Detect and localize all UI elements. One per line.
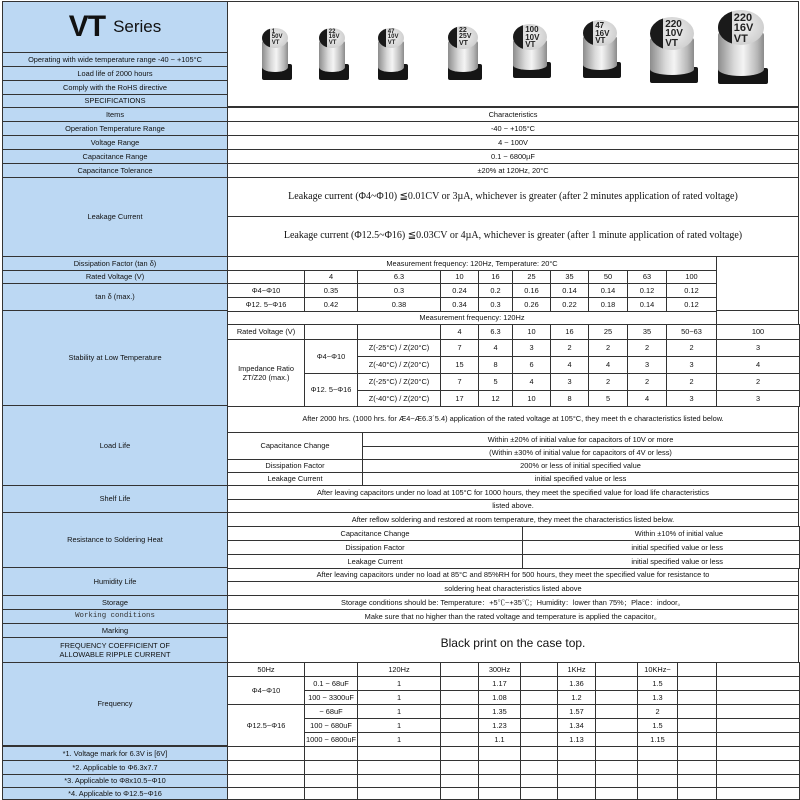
ripple-label: FREQUENCY COEFFICIENT OF ALLOWABLE RIPPLE CURRENT	[2, 637, 228, 663]
df-voltage-header: 16	[478, 270, 513, 284]
freq-blank	[440, 732, 479, 747]
df-value: 0.42	[304, 297, 358, 312]
st-value: 3	[550, 373, 589, 391]
st-value: 3	[666, 390, 717, 407]
st-value: 2	[627, 373, 667, 391]
capacitor-marking-series: VT	[328, 39, 337, 46]
capacitor-image	[718, 10, 770, 88]
freq-header-blank	[304, 662, 358, 677]
freq-coefficient: 1.34	[557, 718, 596, 733]
df-value: 0.12	[627, 283, 667, 298]
footnote: *4. Applicable to Φ12.5~Φ16	[2, 787, 228, 800]
stability-empty	[716, 310, 799, 325]
df-voltage-header: 63	[627, 270, 667, 284]
freq-size-label: Φ12.5~Φ16	[227, 704, 305, 747]
tolerance-label: Capacitance Tolerance	[2, 163, 228, 178]
footnote-blank	[357, 774, 441, 788]
footnote-blank	[557, 760, 596, 775]
df-size-label: Φ12. 5~Φ16	[227, 297, 305, 312]
footnote-blank	[520, 760, 558, 775]
capacitor-marking-cap: 1	[271, 28, 276, 35]
capacitor-marking-series: VT	[387, 39, 396, 46]
freq-coefficient: 1	[357, 704, 441, 719]
st-size-label: Φ12. 5~Φ16	[304, 373, 358, 407]
df-value: 0.38	[357, 297, 441, 312]
freq-blank	[716, 662, 800, 677]
freq-coefficient: 1.17	[478, 676, 521, 691]
df-voltage-header: 50	[588, 270, 628, 284]
footnote-blank	[304, 774, 358, 788]
st-value: 4	[512, 373, 551, 391]
st-value: 12	[478, 390, 513, 407]
frequency-label: Frequency	[2, 662, 228, 746]
capacitor-marking-cap: 47	[595, 21, 605, 31]
freq-header: 1KHz	[557, 662, 596, 677]
st-value: 10	[512, 390, 551, 407]
capacitor-marking-volt: 25V	[459, 33, 472, 41]
humidity-line-2: soldering heat characteristics listed above	[227, 581, 799, 596]
soldering-intro: After reflow soldering and restored at room temperature, they meet the characteristics listed below.	[227, 512, 799, 527]
df-value: 0.24	[440, 283, 479, 298]
capacitor-marking-volt: 16V	[595, 28, 610, 38]
st-condition: Z(-25°C) / Z(20°C)	[357, 373, 441, 391]
freq-header: 10KHz~	[637, 662, 678, 677]
storage-label: Storage	[2, 595, 228, 610]
st-value: 2	[588, 339, 628, 357]
storage-value: Storage conditions should be: Temperature：+5℃~+35℃；Humidity：lower than 75%；Place：indoor。	[227, 595, 799, 610]
capacitor-image	[513, 24, 553, 82]
footnote-blank	[677, 774, 717, 788]
leakage-line-1: Leakage current (Φ4~Φ10) ≦0.01CV or 3µA, whichever is greater (after 2 minutes application of rated voltage)	[227, 177, 799, 217]
capacitor-marking-volt: 50V	[271, 34, 283, 41]
dissipation-label: Dissipation Factor (tan δ)	[2, 256, 228, 271]
series-subtitle: Series	[113, 17, 162, 37]
freq-blank	[677, 662, 717, 677]
capacitor-marking-cap: 47	[387, 28, 395, 35]
voltage-range-value: 4 ~ 100V	[227, 135, 799, 150]
footnote-blank	[478, 760, 521, 775]
characteristics-header: Characteristics	[227, 107, 799, 122]
footnote-blank	[478, 746, 521, 761]
df-voltage-header: 10	[440, 270, 479, 284]
footnote: *1. Voltage mark for 6.3V is [6V]	[2, 746, 228, 761]
freq-coefficient: 1.36	[557, 676, 596, 691]
st-value: 2	[550, 339, 589, 357]
freq-coefficient: 1	[357, 718, 441, 733]
ll-cap-change-label: Capacitance Change	[227, 432, 363, 460]
capacitor-image	[448, 26, 484, 84]
freq-cap-range: 100 ~ 680uF	[304, 718, 358, 733]
st-header-blank	[357, 324, 441, 340]
sol-value: initial specified value or less	[522, 554, 800, 569]
freq-coefficient: 1	[357, 676, 441, 691]
st-value: 3	[512, 339, 551, 357]
freq-blank	[440, 676, 479, 691]
df-value: 0.16	[512, 283, 551, 298]
freq-blank	[440, 690, 479, 705]
freq-header: 50Hz	[227, 662, 305, 677]
freq-size-label: Φ4~Φ10	[227, 676, 305, 705]
st-voltage-header: 10	[512, 324, 551, 340]
st-value: 3	[716, 390, 800, 407]
df-voltage-header: 35	[550, 270, 589, 284]
capacitor-marking-volt: 10V	[665, 28, 683, 40]
shelf-life-line-2: listed above.	[227, 499, 799, 513]
footnote-blank	[595, 774, 638, 788]
load-life-intro: After 2000 hrs. (1000 hrs. for Æ4~Æ6.3´5.4) application of the rated voltage at 105°C, they meet th e characteristics listed below.	[227, 405, 799, 433]
footnote-blank	[716, 774, 800, 788]
freq-header: 300Hz	[478, 662, 521, 677]
freq-coefficient: 1.13	[557, 732, 596, 747]
capacitor-marking-series: VT	[595, 36, 606, 46]
shelf-life-label: Shelf Life	[2, 485, 228, 513]
freq-coefficient: 1.5	[637, 718, 678, 733]
op-temp-value: -40 ~ +105°C	[227, 121, 799, 136]
footnote-blank	[304, 760, 358, 775]
freq-blank	[716, 690, 800, 705]
df-rated-voltage-label: Rated Voltage (V)	[2, 270, 228, 284]
st-condition: Z(-40°C) / Z(20°C)	[357, 390, 441, 407]
freq-coefficient: 1.2	[557, 690, 596, 705]
capacitor-marking-cap: 22	[459, 26, 467, 34]
footnote-blank	[677, 787, 717, 800]
working-conditions-label: Working conditions	[2, 609, 228, 624]
sol-item: Dissipation Factor	[227, 540, 523, 555]
footnote-blank	[304, 746, 358, 761]
footnote-blank	[227, 774, 305, 788]
st-value: 8	[550, 390, 589, 407]
freq-blank	[520, 662, 558, 677]
footnote-blank	[595, 787, 638, 800]
freq-blank	[520, 732, 558, 747]
footnote-blank	[520, 787, 558, 800]
sol-item: Leakage Current	[227, 554, 523, 569]
marking-label: Marking	[2, 623, 228, 638]
items-label: Items	[2, 107, 228, 122]
df-value: 0.3	[357, 283, 441, 298]
feature-rohs: Comply with the RoHS directive	[2, 80, 228, 95]
ll-lc-label: Leakage Current	[227, 472, 363, 486]
freq-coefficient: 1	[357, 690, 441, 705]
df-size-label: Φ4~Φ10	[227, 283, 305, 298]
op-temp-label: Operation Temperature Range	[2, 121, 228, 136]
df-voltage-header-blank	[227, 270, 305, 284]
df-value: 0.12	[666, 283, 717, 298]
freq-cap-range: 1000 ~ 6800uF	[304, 732, 358, 747]
freq-blank	[520, 718, 558, 733]
st-value: 3	[627, 356, 667, 374]
freq-blank	[677, 676, 717, 691]
st-value: 5	[478, 373, 513, 391]
freq-blank	[595, 718, 638, 733]
capacitor-marking-cap: 100	[525, 25, 539, 35]
st-voltage-header: 16	[550, 324, 589, 340]
shelf-life-line-1: After leaving capacitors under no load at 105°C for 1000 hours, they meet the specified value for load life characteristics	[227, 485, 799, 500]
footnote-blank	[677, 746, 717, 761]
footnote-blank	[440, 746, 479, 761]
df-voltage-header: 6.3	[357, 270, 441, 284]
footnote-blank	[637, 787, 678, 800]
st-value: 2	[716, 373, 800, 391]
freq-blank	[677, 718, 717, 733]
freq-blank	[440, 662, 479, 677]
footnote-blank	[227, 787, 305, 800]
freq-blank	[440, 704, 479, 719]
df-value: 0.2	[478, 283, 513, 298]
freq-blank	[716, 704, 800, 719]
humidity-line-1: After leaving capacitors under no load at 85°C and 85%RH for 500 hours, they meet the specified value for resistance to	[227, 567, 799, 582]
freq-blank	[520, 690, 558, 705]
freq-blank	[716, 718, 800, 733]
capacitor-image	[262, 28, 294, 84]
capacitor-marking-series: VT	[665, 37, 678, 49]
st-value: 17	[440, 390, 479, 407]
st-value: 2	[666, 339, 717, 357]
footnote-blank	[716, 760, 800, 775]
feature-temp: Operating with wide temperature range -40 ~ +105°C	[2, 52, 228, 67]
st-value: 7	[440, 373, 479, 391]
freq-blank	[595, 676, 638, 691]
capacitor-image	[583, 20, 623, 82]
footnote-blank	[357, 787, 441, 800]
freq-blank	[716, 676, 800, 691]
ll-df-label: Dissipation Factor	[227, 459, 363, 473]
df-voltage-header: 25	[512, 270, 551, 284]
st-value: 3	[666, 356, 717, 374]
tolerance-value: ±20% at 120Hz, 20°C	[227, 163, 799, 178]
ll-df-value: 200% or less of initial specified value	[362, 459, 799, 473]
footnote-blank	[677, 760, 717, 775]
df-value: 0.12	[666, 297, 717, 312]
footnote-blank	[227, 760, 305, 775]
st-condition: Z(-40°C) / Z(20°C)	[357, 356, 441, 374]
st-value: 3	[716, 339, 800, 357]
df-value: 0.14	[550, 283, 589, 298]
sol-value: Within ±10% of initial value	[522, 526, 800, 541]
footnote-blank	[440, 787, 479, 800]
capacitor-marking-series: VT	[733, 32, 748, 45]
df-value: 0.14	[588, 283, 628, 298]
st-value: 7	[440, 339, 479, 357]
df-value: 0.18	[588, 297, 628, 312]
freq-coefficient: 1.15	[637, 732, 678, 747]
freq-coefficient: 1.23	[478, 718, 521, 733]
capacitor-marking-series: VT	[459, 40, 468, 48]
footnote-blank	[478, 787, 521, 800]
footnote-blank	[440, 774, 479, 788]
footnote: *2. Applicable to Φ6.3x7.7	[2, 760, 228, 775]
df-voltage-header: 100	[666, 270, 717, 284]
capacitor-marking-cap: 220	[665, 18, 682, 30]
feature-load-life: Load life of 2000 hours	[2, 66, 228, 81]
footnote-blank	[637, 746, 678, 761]
st-value: 8	[478, 356, 513, 374]
st-voltage-header: 25	[588, 324, 628, 340]
st-value: 4	[550, 356, 589, 374]
ll-cap-change-2: (Within ±30% of initial value for capacitors of 4V or less)	[362, 446, 799, 460]
st-value: 2	[627, 339, 667, 357]
st-value: 4	[627, 390, 667, 407]
st-voltage-header: 50~63	[666, 324, 717, 340]
df-value: 0.22	[550, 297, 589, 312]
footnote-blank	[227, 746, 305, 761]
product-photo	[227, 1, 799, 107]
capacitor-marking-volt: 16V	[328, 34, 340, 41]
df-value: 0.14	[627, 297, 667, 312]
st-value: 4	[478, 339, 513, 357]
ll-lc-value: initial specified value or less	[362, 472, 799, 486]
freq-cap-range: 100 ~ 3300uF	[304, 690, 358, 705]
df-value: 0.3	[478, 297, 513, 312]
freq-blank	[716, 732, 800, 747]
footnote-blank	[557, 746, 596, 761]
freq-blank	[595, 662, 638, 677]
series-name: VT	[68, 10, 106, 44]
tan-delta-label: tan δ (max.)	[2, 283, 228, 311]
ll-cap-change-1: Within ±20% of initial value for capacitors of 10V or more	[362, 432, 799, 447]
freq-blank	[440, 718, 479, 733]
footnote-blank	[595, 760, 638, 775]
df-value: 0.26	[512, 297, 551, 312]
freq-coefficient: 1	[357, 732, 441, 747]
footnote-blank	[637, 774, 678, 788]
capacitor-image	[650, 17, 700, 87]
footnote-blank	[557, 787, 596, 800]
footnote-blank	[357, 746, 441, 761]
capacitor-marking-volt: 10V	[387, 34, 399, 41]
freq-blank	[677, 732, 717, 747]
capacitor-image	[378, 28, 410, 84]
freq-blank	[520, 676, 558, 691]
st-rated-voltage-label: Rated Voltage (V)	[227, 324, 305, 340]
st-voltage-header: 35	[627, 324, 667, 340]
df-measurement: Measurement frequency: 120Hz, Temperature: 20°C	[227, 256, 717, 271]
capacitor-marking-series: VT	[525, 40, 536, 50]
freq-coefficient: 1.5	[637, 676, 678, 691]
st-size-label: Φ4~Φ10	[304, 339, 358, 374]
spec-sheet	[2, 1, 798, 799]
freq-cap-range: ~ 68uF	[304, 704, 358, 719]
st-value: 6	[512, 356, 551, 374]
footnote-blank	[520, 746, 558, 761]
st-value: 4	[716, 356, 800, 374]
st-voltage-header: 4	[440, 324, 479, 340]
st-value: 2	[666, 373, 717, 391]
freq-blank	[595, 690, 638, 705]
freq-coefficient: 1.3	[637, 690, 678, 705]
series-title	[2, 1, 228, 53]
df-value: 0.34	[440, 297, 479, 312]
df-empty	[716, 256, 799, 311]
freq-blank	[595, 704, 638, 719]
freq-coefficient: 1.35	[478, 704, 521, 719]
footnote-blank	[520, 774, 558, 788]
capacitance-range-value: 0.1 ~ 6800µF	[227, 149, 799, 164]
st-value: 4	[588, 356, 628, 374]
st-voltage-header: 100	[716, 324, 800, 340]
capacitor-marking-volt: 16V	[733, 22, 754, 35]
capacitor-image	[319, 28, 351, 84]
st-value: 2	[588, 373, 628, 391]
humidity-label: Humidity Life	[2, 567, 228, 596]
freq-blank	[677, 690, 717, 705]
capacitor-marking-series: VT	[271, 39, 280, 46]
sol-item: Capacitance Change	[227, 526, 523, 541]
st-condition: Z(-25°C) / Z(20°C)	[357, 339, 441, 357]
freq-cap-range: 0.1 ~ 68uF	[304, 676, 358, 691]
stability-measurement: Measurement frequency: 120Hz	[227, 310, 717, 325]
freq-header: 120Hz	[357, 662, 441, 677]
footnote-blank	[478, 774, 521, 788]
stability-label: Stability at Low Temperature	[2, 310, 228, 406]
footnote-blank	[557, 774, 596, 788]
footnote-blank	[357, 760, 441, 775]
freq-coefficient: 1.1	[478, 732, 521, 747]
load-life-label: Load Life	[2, 405, 228, 486]
impedance-ratio-label: Impedance Ratio ZT/Z20 (max.)	[227, 339, 305, 407]
footnote: *3. Applicable to Φ8x10.5~Φ10	[2, 774, 228, 788]
capacitor-marking-volt: 10V	[525, 32, 540, 42]
df-value: 0.35	[304, 283, 358, 298]
capacitance-range-label: Capacitance Range	[2, 149, 228, 164]
df-voltage-header: 4	[304, 270, 358, 284]
st-value: 15	[440, 356, 479, 374]
freq-blank	[520, 704, 558, 719]
leakage-line-2: Leakage current (Φ12.5~Φ16) ≦0.03CV or 4µA, whichever is greater (after 1 minute application of rated voltage)	[227, 216, 799, 257]
capacitor-marking-cap: 22	[328, 28, 336, 35]
freq-coefficient: 2	[637, 704, 678, 719]
footnote-blank	[716, 787, 800, 800]
freq-blank	[595, 732, 638, 747]
footnote-blank	[637, 760, 678, 775]
sol-value: initial specified value or less	[522, 540, 800, 555]
specifications-label: SPECIFICATIONS	[2, 94, 228, 108]
freq-coefficient: 1.57	[557, 704, 596, 719]
leakage-label: Leakage Current	[2, 177, 228, 257]
footnote-blank	[716, 746, 800, 761]
freq-blank	[677, 704, 717, 719]
st-voltage-header: 6.3	[478, 324, 513, 340]
freq-coefficient: 1.08	[478, 690, 521, 705]
capacitor-marking-cap: 220	[733, 11, 753, 24]
footnote-blank	[595, 746, 638, 761]
voltage-range-label: Voltage Range	[2, 135, 228, 150]
st-value: 5	[588, 390, 628, 407]
working-conditions-value: Make sure that no higher than the rated voltage and temperature is applied the capacitor。	[227, 609, 799, 624]
soldering-label: Resistance to Soldering Heat	[2, 512, 228, 568]
marking-value: Black print on the case top.	[227, 623, 799, 663]
footnote-blank	[304, 787, 358, 800]
st-header-blank	[304, 324, 358, 340]
footnote-blank	[440, 760, 479, 775]
